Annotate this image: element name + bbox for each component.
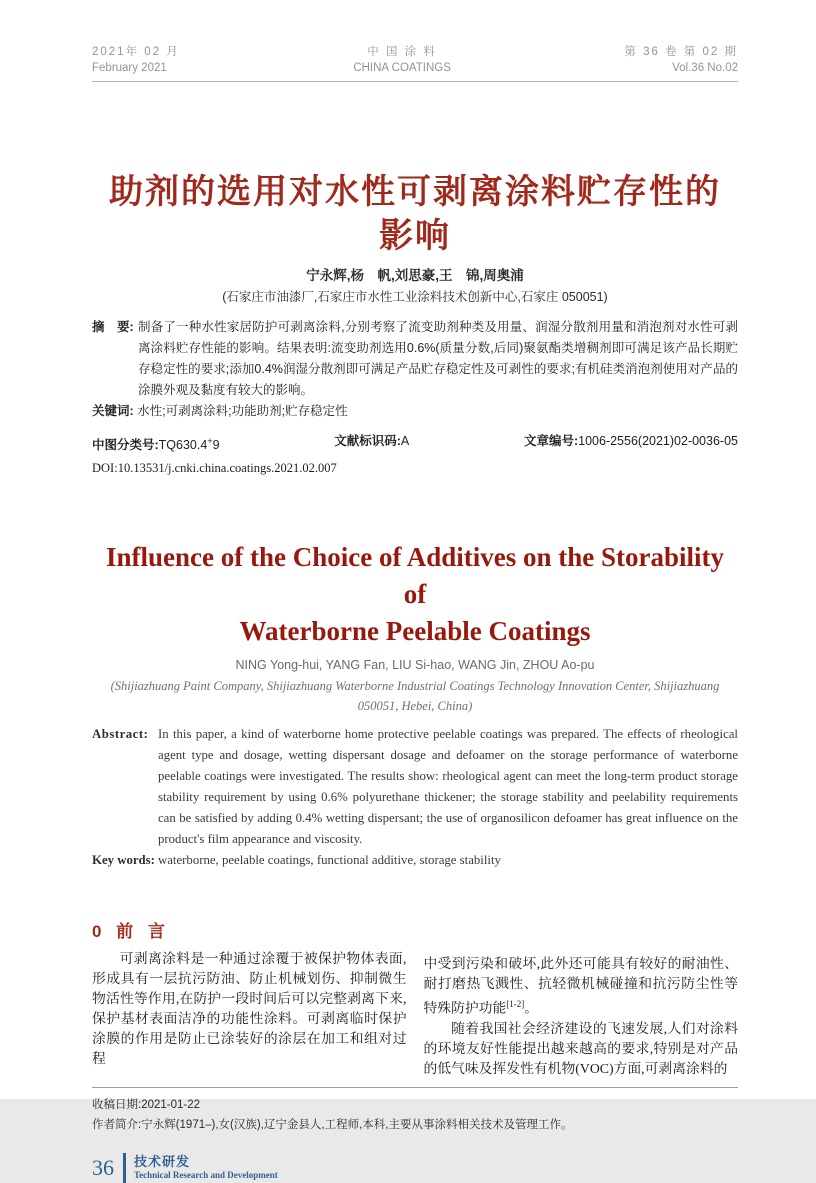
keywords-en-text: waterborne, peelable coatings, functional additive, storage stability — [158, 853, 501, 868]
abstract-en — [92, 724, 738, 850]
abstract-cn-text: 制备了一种水性家居防护可剥离涂料,分别考察了流变助剂种类及用量、润湿分散剂用量和消泡剂对水性可剥离涂料贮存性能的影响。结果表明:流变助剂选用0.6%(质量分数,后同)聚氨酯类增稠剂即可满足该产品长期贮存稳定性的要求;添加0.4%润湿分散剂即可满足产品贮存稳定性及可剥性的要求;有机硅类消泡剂使用对产品的涂膜外观及黏度有较大的影响。 — [138, 320, 738, 397]
keywords-en — [92, 850, 738, 871]
received-date: 收稿日期:2021-01-22 — [92, 1098, 201, 1111]
document-code-label: 文献标识码: — [334, 434, 401, 448]
affiliation-en: (Shijiazhuang Paint Company, Shijiazhuang Waterborne Industrial Coatings Technology Innovation Center, Shijiazhuang 050051, Hebei, China) — [110, 679, 720, 714]
clc-number — [92, 432, 220, 454]
article-id — [524, 432, 738, 454]
footnotes — [92, 1087, 738, 1135]
keywords-cn-text: 水性;可剥离涂料;功能助剂;贮存稳定性 — [137, 404, 348, 418]
page-number: 36 — [92, 1154, 114, 1180]
body-column-left — [92, 949, 407, 1079]
clc-superscript: + — [207, 436, 213, 446]
masthead-date — [92, 44, 180, 76]
article-title-cn — [92, 170, 738, 258]
body-paragraph-text: 中受到污染和破坏,此外还可能具有较好的耐油性、耐打磨热飞溅性、抗轻微机械碰撞和抗污防尘性等特殊防护功能 — [423, 956, 738, 1016]
clc-tail: 9 — [212, 438, 220, 453]
article-title-cn-line1: 助剂的选用对水性可剥离涂料贮存性的 — [109, 173, 721, 211]
affiliation-cn: (石家庄市油漆厂,石家庄市水性工业涂料技术创新中心,石家庄 050051) — [222, 290, 608, 304]
masthead-journal-name — [353, 44, 451, 76]
abstract-cn-label: 摘 要: — [92, 320, 134, 334]
meta-row — [92, 432, 738, 454]
keywords-cn — [92, 401, 738, 422]
article-id-value: 1006-2556(2021)02-0036-05 — [578, 434, 738, 448]
abstract-cn — [92, 317, 738, 401]
journal-masthead — [92, 44, 738, 82]
masthead-issue-en: Vol.36 No.02 — [672, 62, 738, 74]
document-code-value: A — [400, 434, 410, 448]
reference-marker: [1-2] — [506, 999, 525, 1010]
body-paragraph-continued — [424, 954, 739, 1019]
author-biography: 作者简介:宁永辉(1971–),女(汉族),辽宁金县人,工程师,本科,主要从事涂料相关技术及管理工作。 — [92, 1118, 573, 1131]
clc-label: 中图分类号: — [92, 438, 159, 453]
article-title-cn-line2: 影响 — [379, 217, 451, 255]
authors-en: NING Yong-hui, YANG Fan, LIU Si-hao, WANG Jin, ZHOU Ao-pu — [235, 658, 595, 673]
masthead-issue — [624, 44, 738, 76]
page-footer — [92, 1153, 738, 1183]
footer-divider-bar — [123, 1153, 126, 1183]
document-code — [334, 432, 409, 454]
article-title-en-line1: Influence of the Choice of Additives on the Storability of — [106, 542, 724, 610]
abstract-en-label: Abstract: — [92, 727, 149, 742]
keywords-cn-label: 关键词: — [92, 404, 134, 418]
body-paragraph: 随着我国社会经济建设的飞速发展,人们对涂料的环境友好性能提出越来越高的要求,特别是对产品的低气味及挥发性有机物(VOC)方面,可剥离涂料的 — [423, 1020, 738, 1076]
doi: DOI:10.13531/j.cnki.china.coatings.2021.02.007 — [92, 461, 337, 476]
masthead-journal-cn: 中 国 涂 料 — [367, 46, 437, 58]
footer-column-en: Technical Research and Development — [134, 1170, 278, 1181]
section-0-heading: 0 前 言 — [92, 922, 170, 942]
authors-cn: 宁永辉,杨 帆,刘思豪,王 锦,周奥浦 — [306, 268, 524, 283]
footer-column-title — [134, 1154, 278, 1181]
masthead-date-en: February 2021 — [92, 62, 167, 74]
body-paragraph: 可剥离涂料是一种通过涂覆于被保护物体表面,形成具有一层抗污防油、防止机械划伤、抑制微生物活性等作用,在防护一段时间后可以完整剥离下来,保护基材表面洁净的功能性涂料。可剥离临时保护涂膜的作用是防止已涂装好的涂层在加工和组对过程 — [92, 951, 407, 1067]
article-id-label: 文章编号: — [523, 434, 579, 448]
body-paragraph-period: 。 — [524, 1000, 539, 1016]
article-title-en — [92, 539, 738, 650]
body-column-right — [424, 949, 739, 1079]
body-columns — [92, 949, 738, 1079]
masthead-issue-cn: 第 36 卷 第 02 期 — [624, 46, 738, 58]
masthead-journal-en: CHINA COATINGS — [353, 62, 451, 74]
keywords-en-label: Key words: — [92, 853, 155, 868]
article-title-en-line2: Waterborne Peelable Coatings — [239, 616, 591, 647]
clc-value: TQ630.4 — [158, 438, 208, 453]
masthead-date-cn: 2021年 02 月 — [92, 46, 180, 58]
abstract-en-text: In this paper, a kind of waterborne home protective peelable coatings was prepared. The effects of rheological agent type and dosage, wetting dispersant dosage and defoamer on the storage performance of waterborne peelable coatings were investigated. The results show: rheological agent can meet the long-term product storage stability requirement by using 0.6% polyurethane thickener; the storage stability and peelability requirements can be satisfied by adding 0.4% wetting dispersant; the use of organosilicon defoamer has great influence on the product's film appearance and viscosity. — [158, 727, 738, 847]
footer-column-cn: 技术研发 — [134, 1154, 191, 1170]
